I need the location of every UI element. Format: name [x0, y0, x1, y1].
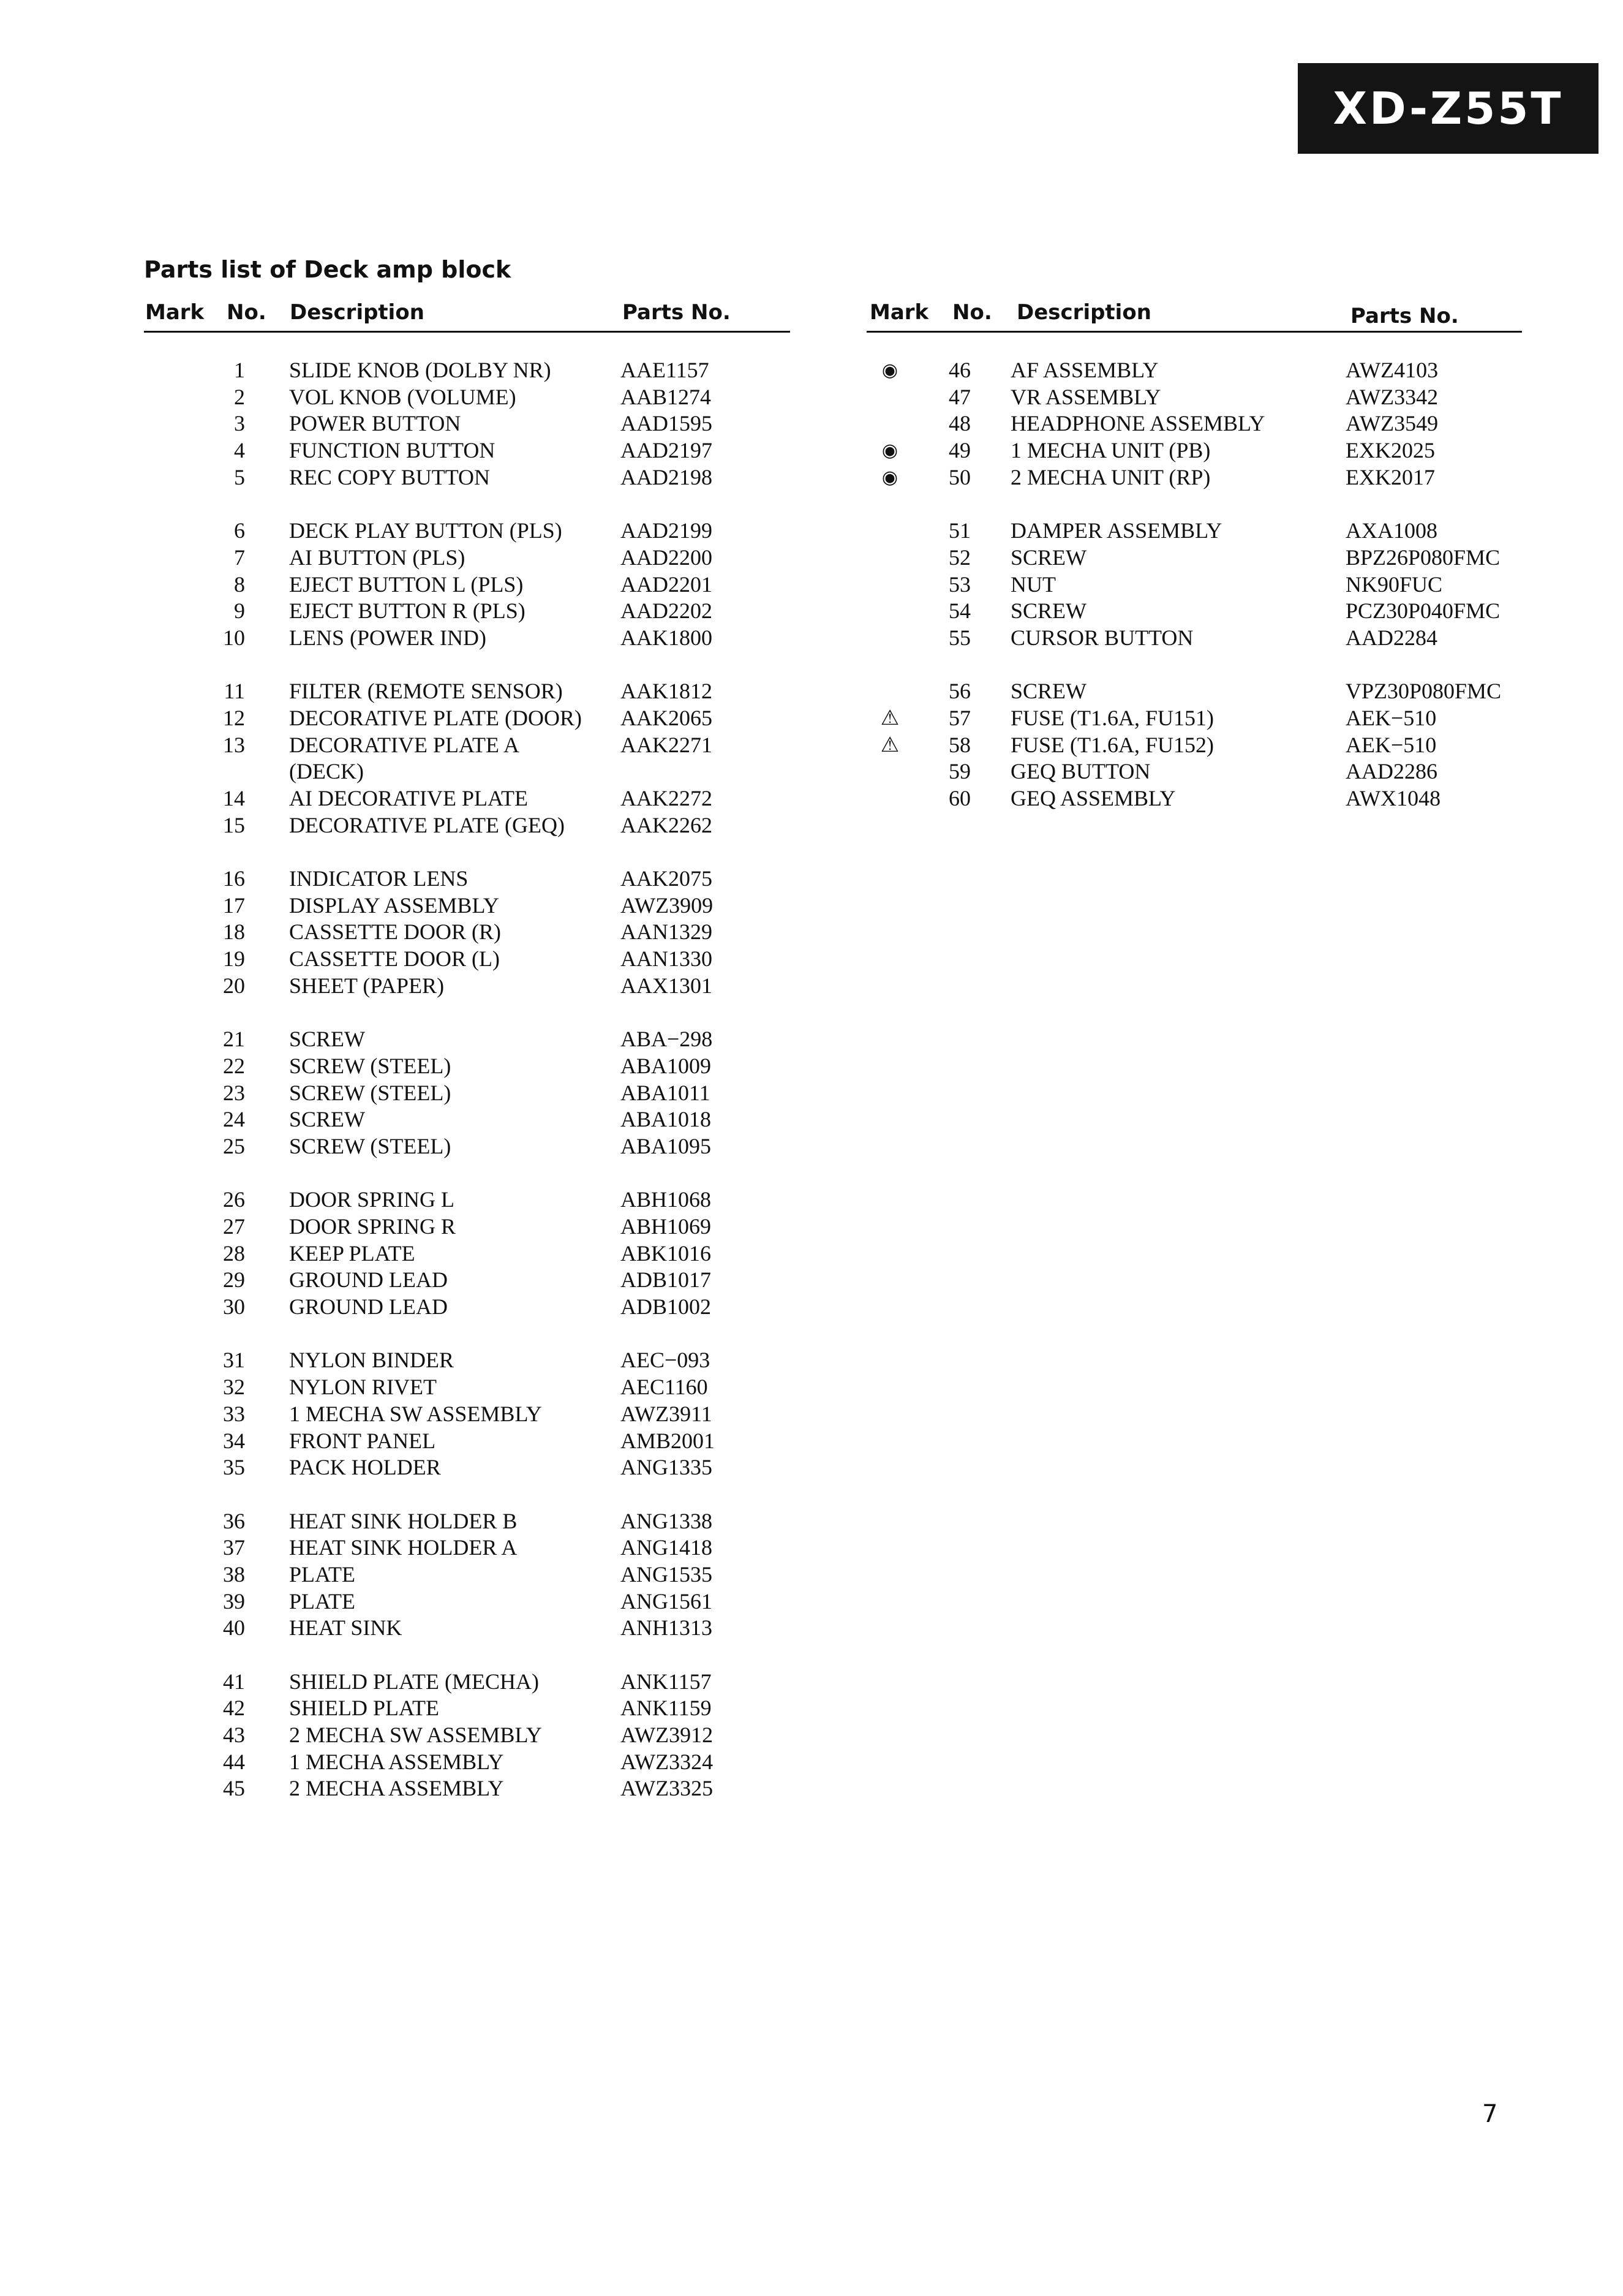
row-description: SLIDE KNOB (DOLBY NR) [289, 358, 551, 382]
table-row [144, 919, 790, 946]
row-description: AI DECORATIVE PLATE [289, 786, 528, 810]
row-number: 17 [223, 893, 245, 918]
row-number: 21 [223, 1027, 245, 1052]
row-description: DECK PLAY BUTTON (PLS) [289, 518, 562, 543]
table-row [144, 732, 790, 759]
model-badge: XD-Z55T [1298, 63, 1599, 154]
row-description: GROUND LEAD [289, 1267, 448, 1293]
row-description: SCREW [289, 1027, 366, 1052]
row-description: DECORATIVE PLATE A [289, 732, 519, 757]
row-number: 58 [949, 732, 971, 757]
safety-circle-mark-icon: ◉ [881, 467, 898, 488]
group-spacer [144, 1642, 790, 1669]
row-parts-no: ABH1069 [620, 1214, 712, 1239]
row-description: PLATE [289, 1562, 355, 1587]
row-number: 1 [234, 358, 245, 382]
row-number: 45 [223, 1776, 245, 1801]
row-number: 6 [234, 518, 245, 543]
row-description: SCREW [1011, 599, 1087, 624]
table-row [144, 1722, 790, 1749]
row-description: HEAT SINK [289, 1615, 402, 1641]
row-parts-no: AAD2200 [620, 545, 712, 570]
row-description: HEAT SINK HOLDER B [289, 1508, 518, 1533]
parts-table-left [144, 300, 790, 1802]
table-row [144, 1749, 790, 1776]
group-spacer [867, 491, 1522, 518]
row-number: 38 [223, 1562, 245, 1587]
table-row [867, 785, 1522, 812]
row-description: GEQ ASSEMBLY [1011, 786, 1176, 810]
row-number: 59 [949, 759, 971, 784]
table-row [144, 1294, 790, 1321]
row-description: 2 MECHA UNIT (RP) [1011, 464, 1211, 489]
row-description: DECORATIVE PLATE (GEQ) [289, 812, 565, 837]
table-row [144, 946, 790, 973]
row-description: REC COPY BUTTON [289, 464, 491, 489]
table-row [144, 1026, 790, 1053]
row-description: FILTER (REMOTE SENSOR) [289, 679, 563, 704]
group-spacer [144, 1000, 790, 1027]
table-row [144, 410, 790, 437]
table-row [144, 758, 790, 785]
table-row [144, 1214, 790, 1241]
table-row [144, 545, 790, 572]
row-number: 11 [224, 679, 245, 704]
row-parts-no: AWZ3911 [620, 1401, 712, 1426]
row-number: 30 [223, 1294, 245, 1320]
row-number: 52 [949, 545, 971, 570]
table-row [144, 1535, 790, 1562]
row-description: EJECT BUTTON L (PLS) [289, 572, 524, 597]
row-number: 29 [223, 1267, 245, 1293]
row-description: PACK HOLDER [289, 1455, 441, 1480]
table-body [144, 357, 790, 1802]
table-row [144, 572, 790, 599]
group-spacer [144, 491, 790, 518]
row-parts-no: AWZ4103 [1346, 358, 1439, 382]
row-parts-no: AWZ3324 [620, 1749, 714, 1774]
row-parts-no: AMB2001 [620, 1428, 715, 1453]
group-spacer [867, 652, 1522, 679]
table-row [144, 384, 790, 411]
table-row [144, 1669, 790, 1696]
row-parts-no: AWX1048 [1346, 786, 1441, 810]
row-description: FUSE (T1.6A, FU152) [1011, 732, 1214, 757]
table-body [867, 357, 1522, 812]
row-parts-no: AAB1274 [620, 384, 712, 409]
row-description: SHIELD PLATE (MECHA) [289, 1669, 539, 1694]
row-description: GROUND LEAD [289, 1294, 448, 1320]
table-row [867, 384, 1522, 411]
table-row [144, 1615, 790, 1642]
row-number: 49 [949, 438, 971, 463]
table-row [144, 1428, 790, 1455]
row-number: 7 [234, 545, 245, 570]
row-parts-no: AAD1595 [620, 411, 712, 436]
row-number: 47 [949, 384, 971, 409]
row-number: 42 [223, 1696, 245, 1721]
row-parts-no: AWZ3912 [620, 1723, 714, 1748]
row-number: 15 [223, 812, 245, 837]
row-parts-no: ANG1561 [620, 1588, 712, 1614]
row-parts-no: ANK1157 [620, 1669, 712, 1694]
table-row [144, 1187, 790, 1214]
row-parts-no: AWZ3549 [1346, 411, 1439, 436]
row-parts-no: ANG1418 [620, 1535, 712, 1560]
table-row [144, 518, 790, 545]
safety-circle-mark-icon: ◉ [881, 360, 898, 380]
table-row [144, 1508, 790, 1535]
row-description: DECORATIVE PLATE (DOOR) [289, 705, 582, 730]
row-number: 57 [949, 705, 971, 730]
row-description: 1 MECHA SW ASSEMBLY [289, 1401, 542, 1426]
row-number: 51 [949, 518, 971, 543]
table-row [144, 678, 790, 705]
header-no: No. [227, 300, 266, 325]
row-parts-no: AWZ3325 [620, 1776, 714, 1801]
group-spacer [144, 839, 790, 866]
table-row [867, 758, 1522, 785]
table-row [144, 598, 790, 625]
row-parts-no: AAD2201 [620, 572, 712, 597]
row-parts-no: ANG1335 [620, 1455, 712, 1480]
row-description: EJECT BUTTON R (PLS) [289, 599, 525, 624]
row-parts-no: ANG1338 [620, 1508, 712, 1533]
table-row [144, 1267, 790, 1294]
row-parts-no: AEK−510 [1346, 732, 1437, 757]
row-parts-no: AAN1329 [620, 920, 712, 945]
row-parts-no: ABH1068 [620, 1187, 712, 1212]
row-parts-no: AAD2286 [1346, 759, 1437, 784]
table-row [144, 812, 790, 839]
row-description: DISPLAY ASSEMBLY [289, 893, 499, 918]
header-description: Description [290, 300, 424, 325]
group-spacer [144, 1481, 790, 1508]
row-number: 33 [223, 1401, 245, 1426]
row-number: 12 [223, 705, 245, 730]
row-number: 8 [234, 572, 245, 597]
table-row [144, 785, 790, 812]
row-number: 56 [949, 679, 971, 704]
row-number: 41 [223, 1669, 245, 1694]
row-description: SCREW (STEEL) [289, 1080, 451, 1105]
row-description: POWER BUTTON [289, 411, 461, 436]
row-parts-no: PCZ30P040FMC [1346, 599, 1501, 624]
row-parts-no: ANG1535 [620, 1562, 712, 1587]
row-description: HEAT SINK HOLDER A [289, 1535, 518, 1560]
row-number: 31 [223, 1348, 245, 1373]
table-row [144, 625, 790, 652]
row-description: AI BUTTON (PLS) [289, 545, 465, 570]
row-parts-no: ADB1002 [620, 1294, 712, 1320]
table-row [144, 1106, 790, 1133]
row-parts-no: AAD2284 [1346, 625, 1437, 650]
row-number: 13 [223, 732, 245, 757]
row-description: INDICATOR LENS [289, 866, 469, 891]
row-parts-no: AAD2197 [620, 438, 712, 463]
row-parts-no: ADB1017 [620, 1267, 712, 1293]
group-spacer [144, 652, 790, 679]
row-parts-no: ANK1159 [620, 1696, 712, 1721]
table-row [144, 1454, 790, 1481]
table-row [144, 893, 790, 920]
row-parts-no: ABA−298 [620, 1027, 713, 1052]
table-row [867, 732, 1522, 759]
row-parts-no: EXK2017 [1346, 464, 1435, 489]
row-description: 2 MECHA ASSEMBLY [289, 1776, 504, 1801]
row-parts-no: AAK2065 [620, 705, 712, 730]
table-row [867, 410, 1522, 437]
header-mark: Mark [145, 300, 205, 325]
row-description: SCREW (STEEL) [289, 1133, 451, 1158]
row-description: CASSETTE DOOR (L) [289, 946, 500, 972]
row-number: 26 [223, 1187, 245, 1212]
row-number: 54 [949, 599, 971, 624]
row-description: 2 MECHA SW ASSEMBLY [289, 1723, 542, 1748]
parts-table-right [867, 300, 1522, 812]
warning-triangle-icon: ⚠ [880, 733, 900, 757]
row-parts-no: AAN1330 [620, 946, 712, 972]
row-parts-no: AAD2198 [620, 464, 712, 489]
row-number: 39 [223, 1588, 245, 1614]
table-row [144, 464, 790, 491]
row-description: SCREW [1011, 679, 1087, 704]
warning-triangle-icon: ⚠ [880, 706, 900, 730]
table-row [144, 1695, 790, 1722]
row-parts-no: AAK1800 [620, 625, 712, 650]
row-description: FUNCTION BUTTON [289, 438, 495, 463]
row-description: CURSOR BUTTON [1011, 625, 1194, 650]
row-number: 44 [223, 1749, 245, 1774]
row-number: 5 [234, 464, 245, 489]
table-row [144, 1241, 790, 1267]
row-number: 35 [223, 1455, 245, 1480]
row-number: 22 [223, 1053, 245, 1078]
row-parts-no: AAK2272 [620, 786, 712, 810]
row-description: SCREW [1011, 545, 1087, 570]
row-number: 32 [223, 1375, 245, 1400]
header-mark: Mark [870, 300, 929, 325]
row-description: DOOR SPRING L [289, 1187, 455, 1212]
table-row [144, 866, 790, 893]
row-parts-no: ABA1009 [620, 1053, 712, 1078]
section-title: Parts list of Deck amp block [144, 256, 511, 283]
row-number: 16 [223, 866, 245, 891]
table-row [144, 1133, 790, 1160]
row-parts-no: AAX1301 [620, 973, 712, 998]
row-number: 37 [223, 1535, 245, 1560]
row-number: 19 [223, 946, 245, 972]
row-description: FRONT PANEL [289, 1428, 436, 1453]
row-description: FUSE (T1.6A, FU151) [1011, 705, 1214, 730]
table-row [867, 572, 1522, 599]
row-number: 60 [949, 786, 971, 810]
row-description: SCREW [289, 1107, 366, 1132]
page-number: 7 [1482, 2100, 1498, 2128]
row-parts-no: AEC−093 [620, 1348, 710, 1373]
row-parts-no: NK90FUC [1346, 572, 1443, 597]
header-parts-no: Parts No. [622, 300, 731, 325]
row-description: KEEP PLATE [289, 1241, 415, 1266]
row-parts-no: AXA1008 [1346, 518, 1437, 543]
table-row [144, 1053, 790, 1080]
row-description: 1 MECHA UNIT (PB) [1011, 438, 1211, 463]
row-number: 9 [234, 599, 245, 624]
row-description: VOL KNOB (VOLUME) [289, 384, 516, 409]
row-number: 25 [223, 1133, 245, 1158]
table-row [867, 625, 1522, 652]
table-row [144, 357, 790, 384]
row-description: NYLON BINDER [289, 1348, 454, 1373]
row-description: SHIELD PLATE [289, 1696, 439, 1721]
row-number: 20 [223, 973, 245, 998]
row-parts-no: AAK1812 [620, 679, 712, 704]
header-parts-no: Parts No. [1350, 304, 1459, 328]
row-number: 55 [949, 625, 971, 650]
row-number: 46 [949, 358, 971, 382]
row-description: SHEET (PAPER) [289, 973, 445, 998]
row-parts-no: ABK1016 [620, 1241, 712, 1266]
row-description: SCREW (STEEL) [289, 1053, 451, 1078]
table-row [144, 1347, 790, 1374]
row-description: GEQ BUTTON [1011, 759, 1151, 784]
row-parts-no: AEC1160 [620, 1375, 708, 1400]
row-parts-no: EXK2025 [1346, 438, 1435, 463]
row-parts-no: ANH1313 [620, 1615, 712, 1641]
header-no: No. [952, 300, 992, 325]
row-parts-no: AAD2199 [620, 518, 712, 543]
row-parts-no: VPZ30P080FMC [1346, 679, 1502, 704]
table-row [144, 1588, 790, 1615]
row-parts-no: ABA1011 [620, 1080, 710, 1105]
table-row [867, 518, 1522, 545]
table-header [144, 300, 790, 333]
row-description: DOOR SPRING R [289, 1214, 456, 1239]
table-row [144, 1080, 790, 1107]
row-parts-no: AAK2262 [620, 812, 712, 837]
row-description: VR ASSEMBLY [1011, 384, 1161, 409]
row-parts-no: AWZ3909 [620, 893, 714, 918]
group-spacer [144, 1160, 790, 1187]
row-number: 34 [223, 1428, 245, 1453]
table-row [867, 705, 1522, 732]
row-number: 24 [223, 1107, 245, 1132]
row-number: 2 [234, 384, 245, 409]
row-number: 48 [949, 411, 971, 436]
table-row [144, 1374, 790, 1401]
table-row [867, 598, 1522, 625]
table-row [867, 464, 1522, 491]
row-parts-no: BPZ26P080FMC [1346, 545, 1501, 570]
row-description: HEADPHONE ASSEMBLY [1011, 411, 1265, 436]
table-row [867, 357, 1522, 384]
table-row [144, 437, 790, 464]
row-number: 28 [223, 1241, 245, 1266]
row-number: 14 [223, 786, 245, 810]
row-description: NYLON RIVET [289, 1375, 437, 1400]
header-description: Description [1017, 300, 1151, 325]
safety-circle-mark-icon: ◉ [881, 440, 898, 461]
row-parts-no: AAK2075 [620, 866, 712, 891]
row-parts-no: AAE1157 [620, 358, 709, 382]
row-description: NUT [1011, 572, 1056, 597]
table-header [867, 300, 1522, 333]
table-row [144, 1775, 790, 1802]
row-description: LENS (POWER IND) [289, 625, 486, 650]
row-description: AF ASSEMBLY [1011, 358, 1159, 382]
row-description: DAMPER ASSEMBLY [1011, 518, 1222, 543]
row-parts-no: ABA1095 [620, 1133, 712, 1158]
table-row [144, 705, 790, 732]
table-row [867, 545, 1522, 572]
group-spacer [144, 1321, 790, 1348]
row-parts-no: AAK2271 [620, 732, 712, 757]
row-parts-no: AWZ3342 [1346, 384, 1439, 409]
row-number: 4 [234, 438, 245, 463]
table-row [144, 973, 790, 1000]
row-number: 36 [223, 1508, 245, 1533]
row-number: 27 [223, 1214, 245, 1239]
row-number: 18 [223, 920, 245, 945]
table-row [144, 1401, 790, 1428]
table-row [867, 437, 1522, 464]
table-row [144, 1562, 790, 1588]
row-number: 50 [949, 464, 971, 489]
row-number: 3 [234, 411, 245, 436]
row-number: 23 [223, 1080, 245, 1105]
row-number: 40 [223, 1615, 245, 1641]
row-parts-no: ABA1018 [620, 1107, 712, 1132]
row-parts-no: AEK−510 [1346, 705, 1437, 730]
row-description: PLATE [289, 1588, 355, 1614]
row-number: 43 [223, 1723, 245, 1748]
row-number: 53 [949, 572, 971, 597]
table-row [867, 678, 1522, 705]
row-parts-no: AAD2202 [620, 599, 712, 624]
row-description: 1 MECHA ASSEMBLY [289, 1749, 504, 1774]
row-number: 10 [223, 625, 245, 650]
row-description: CASSETTE DOOR (R) [289, 920, 502, 945]
row-description: (DECK) [289, 759, 364, 784]
